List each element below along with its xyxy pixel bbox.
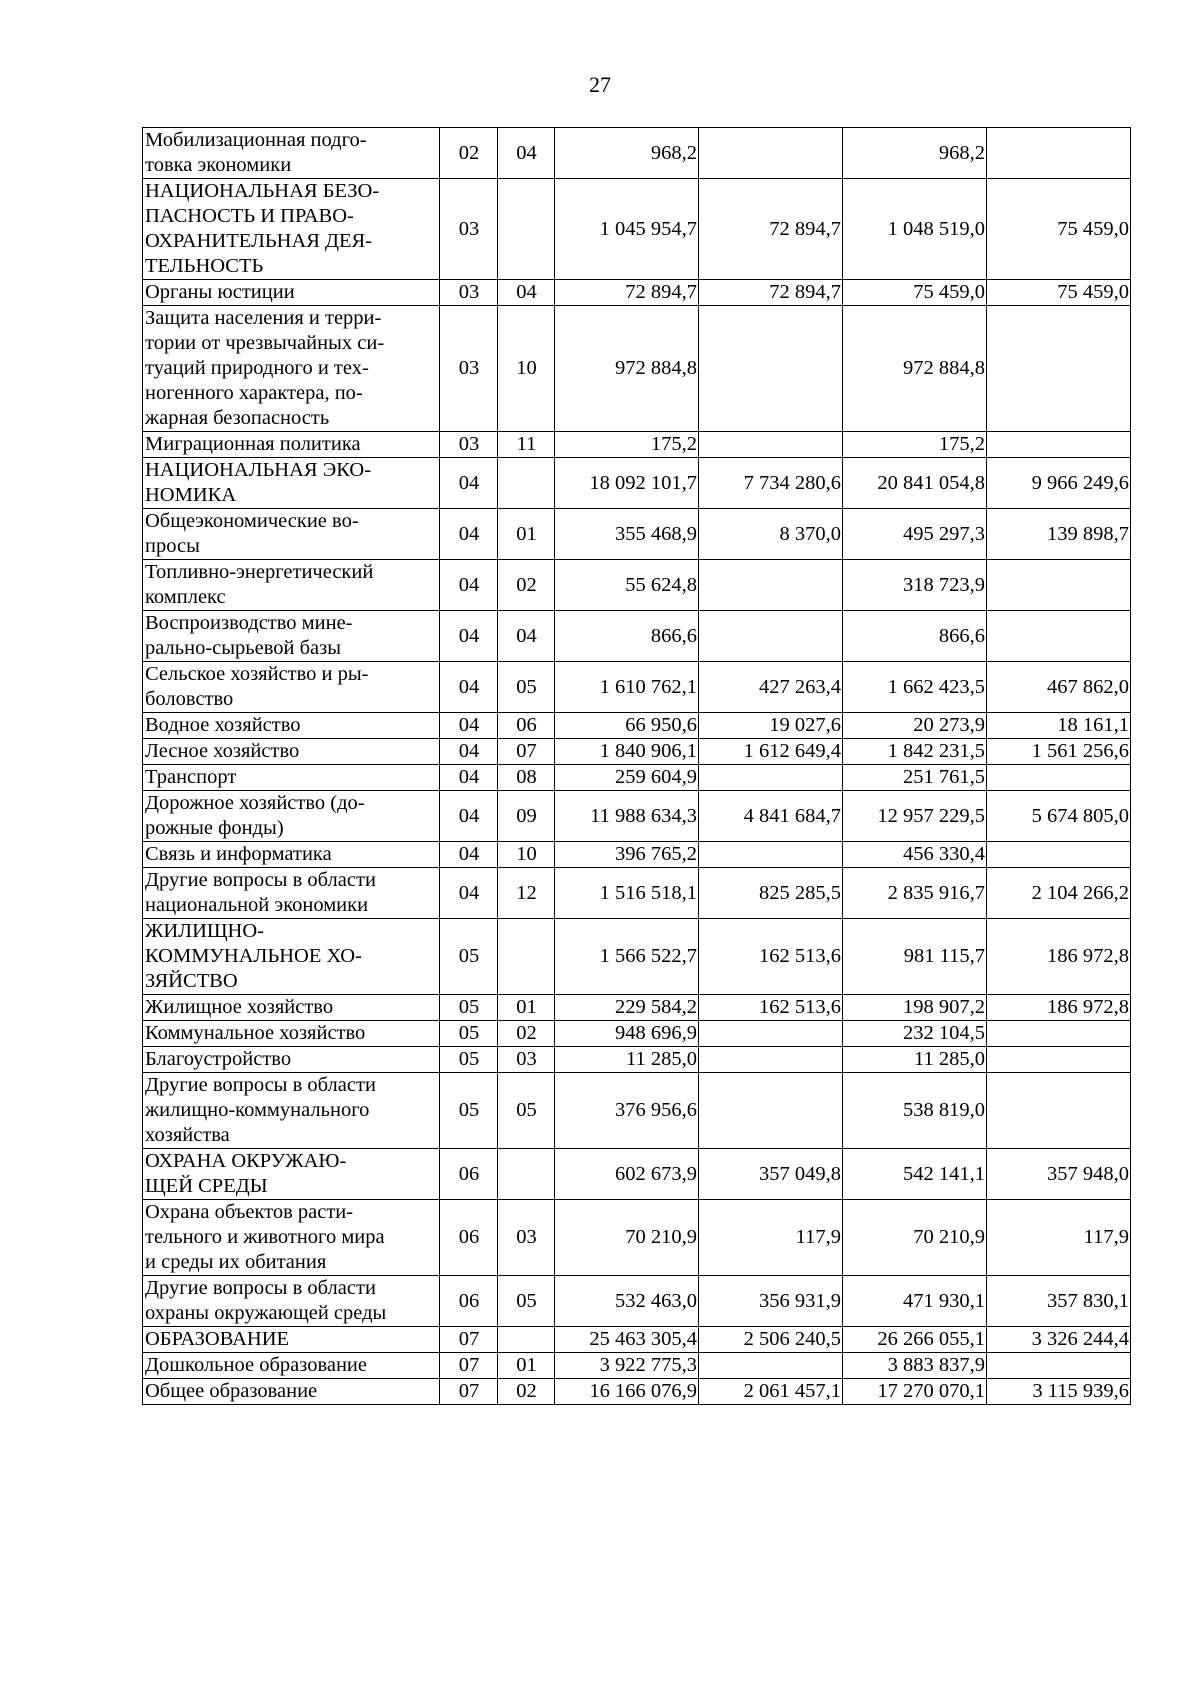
- cell-value-1: 396 765,2: [555, 842, 699, 868]
- cell-name: [143, 560, 440, 611]
- cell-name-line: Благоустройство: [145, 1048, 292, 1070]
- table-row: [143, 791, 1131, 842]
- cell-name-line: рально-сырьевой базы: [145, 637, 342, 659]
- cell-value-3: 318 723,9: [843, 560, 987, 611]
- cell-value-2: [699, 306, 843, 432]
- cell-name: [143, 179, 440, 280]
- cell-name: [143, 791, 440, 842]
- cell-value-2: 72 894,7: [699, 179, 843, 280]
- cell-subsection: 03: [498, 1047, 555, 1073]
- cell-value-1: 3 922 775,3: [555, 1353, 699, 1379]
- cell-value-1: 355 468,9: [555, 509, 699, 560]
- cell-section: 07: [440, 1379, 498, 1405]
- page-number: 27: [589, 72, 611, 97]
- cell-value-3: 542 141,1: [843, 1149, 987, 1200]
- cell-section: 05: [440, 919, 498, 995]
- cell-value-1: 948 696,9: [555, 1021, 699, 1047]
- cell-subsection: 04: [498, 280, 555, 306]
- cell-name-line: товка экономики: [145, 154, 292, 176]
- cell-name: [143, 509, 440, 560]
- cell-value-1: 25 463 305,4: [555, 1327, 699, 1353]
- cell-value-4: [987, 842, 1131, 868]
- cell-value-2: 162 513,6: [699, 995, 843, 1021]
- table-row: [143, 868, 1131, 919]
- cell-value-2: 4 841 684,7: [699, 791, 843, 842]
- cell-name: [143, 868, 440, 919]
- cell-section: 06: [440, 1149, 498, 1200]
- cell-value-1: 1 516 518,1: [555, 868, 699, 919]
- cell-value-2: 2 061 457,1: [699, 1379, 843, 1405]
- cell-value-1: 1 045 954,7: [555, 179, 699, 280]
- cell-section: 04: [440, 791, 498, 842]
- table-row: [143, 995, 1131, 1021]
- cell-value-2: 2 506 240,5: [699, 1327, 843, 1353]
- cell-value-1: 972 884,8: [555, 306, 699, 432]
- cell-name-line: Сельское хозяйство и ры-: [145, 663, 369, 685]
- cell-value-4: [987, 432, 1131, 458]
- cell-subsection: 03: [498, 1200, 555, 1276]
- cell-value-2: 825 285,5: [699, 868, 843, 919]
- cell-value-4: 139 898,7: [987, 509, 1131, 560]
- cell-name-line: ногенного характера, по-: [145, 382, 363, 404]
- cell-value-3: 1 842 231,5: [843, 739, 987, 765]
- cell-name-line: охраны окружающей среды: [145, 1302, 387, 1324]
- cell-name-line: Дошкольное образование: [145, 1354, 367, 1376]
- cell-value-4: [987, 1073, 1131, 1149]
- cell-name-line: и среды их обитания: [145, 1251, 327, 1273]
- cell-value-1: 175,2: [555, 432, 699, 458]
- cell-subsection: 02: [498, 1379, 555, 1405]
- cell-section: 04: [440, 662, 498, 713]
- cell-name-line: ТЕЛЬНОСТЬ: [145, 255, 264, 277]
- cell-value-2: 72 894,7: [699, 280, 843, 306]
- cell-subsection: [498, 179, 555, 280]
- cell-subsection: 02: [498, 560, 555, 611]
- cell-section: 05: [440, 1021, 498, 1047]
- cell-name-line: Коммунальное хозяйство: [145, 1022, 366, 1044]
- table-row: [143, 458, 1131, 509]
- cell-subsection: 01: [498, 1353, 555, 1379]
- cell-value-3: 981 115,7: [843, 919, 987, 995]
- cell-name-line: боловство: [145, 688, 234, 710]
- cell-value-3: 251 761,5: [843, 765, 987, 791]
- cell-value-2: [699, 560, 843, 611]
- cell-name-line: Водное хозяйство: [145, 714, 301, 736]
- cell-subsection: 11: [498, 432, 555, 458]
- cell-name-line: Миграционная политика: [145, 433, 361, 455]
- cell-value-4: [987, 1047, 1131, 1073]
- cell-name-line: рожные фонды): [145, 817, 284, 839]
- cell-name: [143, 919, 440, 995]
- cell-value-3: 495 297,3: [843, 509, 987, 560]
- cell-value-1: 1 566 522,7: [555, 919, 699, 995]
- cell-name: [143, 458, 440, 509]
- cell-value-2: 162 513,6: [699, 919, 843, 995]
- cell-name-line: комплекс: [145, 586, 226, 608]
- cell-name: [143, 128, 440, 179]
- cell-value-2: 357 049,8: [699, 1149, 843, 1200]
- cell-section: 04: [440, 868, 498, 919]
- cell-name-line: национальной экономики: [145, 894, 369, 916]
- table-row: [143, 280, 1131, 306]
- cell-value-1: 532 463,0: [555, 1276, 699, 1327]
- cell-value-1: 70 210,9: [555, 1200, 699, 1276]
- cell-value-4: [987, 560, 1131, 611]
- cell-name-line: ЖИЛИЩНО-: [145, 920, 264, 942]
- cell-value-3: 866,6: [843, 611, 987, 662]
- cell-value-1: 866,6: [555, 611, 699, 662]
- cell-value-4: [987, 128, 1131, 179]
- table-row: [143, 1021, 1131, 1047]
- table-row: [143, 1200, 1131, 1276]
- cell-value-1: 259 604,9: [555, 765, 699, 791]
- cell-section: 03: [440, 306, 498, 432]
- cell-value-1: 229 584,2: [555, 995, 699, 1021]
- cell-name-line: жилищно-коммунального: [145, 1099, 370, 1121]
- cell-value-4: [987, 1021, 1131, 1047]
- cell-name: [143, 739, 440, 765]
- cell-value-4: 3 115 939,6: [987, 1379, 1131, 1405]
- cell-value-3: 26 266 055,1: [843, 1327, 987, 1353]
- cell-name: [143, 1353, 440, 1379]
- cell-section: 03: [440, 179, 498, 280]
- cell-subsection: 10: [498, 842, 555, 868]
- cell-value-4: 75 459,0: [987, 179, 1131, 280]
- table-row: [143, 713, 1131, 739]
- table-row: [143, 1353, 1131, 1379]
- cell-section: 04: [440, 842, 498, 868]
- cell-name: [143, 1200, 440, 1276]
- cell-subsection: 05: [498, 662, 555, 713]
- cell-value-3: 456 330,4: [843, 842, 987, 868]
- cell-section: 04: [440, 713, 498, 739]
- cell-value-2: [699, 128, 843, 179]
- cell-name-line: Общеэкономические во-: [145, 510, 359, 532]
- cell-subsection: 07: [498, 739, 555, 765]
- cell-value-4: [987, 611, 1131, 662]
- cell-value-3: 11 285,0: [843, 1047, 987, 1073]
- cell-value-3: 12 957 229,5: [843, 791, 987, 842]
- cell-section: 05: [440, 1073, 498, 1149]
- cell-subsection: 06: [498, 713, 555, 739]
- cell-name-line: Другие вопросы в области: [145, 869, 376, 891]
- cell-value-3: 17 270 070,1: [843, 1379, 987, 1405]
- cell-value-2: [699, 611, 843, 662]
- cell-subsection: [498, 458, 555, 509]
- cell-value-4: 9 966 249,6: [987, 458, 1131, 509]
- cell-value-3: 1 662 423,5: [843, 662, 987, 713]
- cell-subsection: [498, 919, 555, 995]
- cell-section: 07: [440, 1353, 498, 1379]
- cell-subsection: 10: [498, 306, 555, 432]
- cell-name: [143, 1021, 440, 1047]
- cell-name-line: туаций природного и тех-: [145, 357, 369, 379]
- cell-name: [143, 662, 440, 713]
- cell-name-line: ОБРАЗОВАНИЕ: [145, 1328, 290, 1350]
- cell-name-line: ПАСНОСТЬ И ПРАВО-: [145, 205, 354, 227]
- cell-value-4: [987, 1353, 1131, 1379]
- cell-name-line: Общее образование: [145, 1380, 318, 1402]
- table-row: [143, 919, 1131, 995]
- cell-value-3: 198 907,2: [843, 995, 987, 1021]
- cell-name-line: НОМИКА: [145, 484, 237, 506]
- cell-name-line: Связь и информатика: [145, 843, 332, 865]
- cell-section: 05: [440, 995, 498, 1021]
- cell-name-line: Воспроизводство мине-: [145, 612, 353, 634]
- cell-value-1: 11 988 634,3: [555, 791, 699, 842]
- cell-subsection: 01: [498, 509, 555, 560]
- cell-value-2: [699, 1073, 843, 1149]
- cell-name-line: хозяйства: [145, 1124, 230, 1146]
- cell-subsection: [498, 1327, 555, 1353]
- cell-value-3: 972 884,8: [843, 306, 987, 432]
- cell-subsection: 01: [498, 995, 555, 1021]
- cell-name: [143, 995, 440, 1021]
- cell-name: [143, 1073, 440, 1149]
- cell-name-line: Дорожное хозяйство (до-: [145, 792, 365, 814]
- cell-value-4: 75 459,0: [987, 280, 1131, 306]
- table-row: [143, 739, 1131, 765]
- cell-section: 05: [440, 1047, 498, 1073]
- cell-name-line: Другие вопросы в области: [145, 1277, 376, 1299]
- cell-name-line: Другие вопросы в области: [145, 1074, 376, 1096]
- cell-name-line: ЗЯЙСТВО: [145, 970, 238, 992]
- table-row: [143, 1047, 1131, 1073]
- cell-subsection: 04: [498, 128, 555, 179]
- cell-name: [143, 713, 440, 739]
- table-row: [143, 306, 1131, 432]
- cell-value-4: 3 326 244,4: [987, 1327, 1131, 1353]
- cell-name-line: Жилищное хозяйство: [145, 996, 334, 1018]
- cell-value-4: 1 561 256,6: [987, 739, 1131, 765]
- cell-value-3: 75 459,0: [843, 280, 987, 306]
- cell-value-1: 11 285,0: [555, 1047, 699, 1073]
- budget-table-body: [143, 128, 1131, 1405]
- cell-name: [143, 842, 440, 868]
- cell-name-line: НАЦИОНАЛЬНАЯ БЕЗО-: [145, 180, 380, 202]
- cell-value-1: 968,2: [555, 128, 699, 179]
- cell-value-1: 1 840 906,1: [555, 739, 699, 765]
- cell-name: [143, 611, 440, 662]
- table-row: [143, 1327, 1131, 1353]
- cell-value-4: 467 862,0: [987, 662, 1131, 713]
- cell-value-2: 7 734 280,6: [699, 458, 843, 509]
- cell-name-line: КОММУНАЛЬНОЕ ХО-: [145, 945, 362, 967]
- cell-section: 03: [440, 280, 498, 306]
- table-row: [143, 1073, 1131, 1149]
- cell-name-line: Защита населения и терри-: [145, 307, 382, 329]
- cell-value-4: 18 161,1: [987, 713, 1131, 739]
- cell-value-4: [987, 765, 1131, 791]
- cell-name-line: Охрана объектов расти-: [145, 1201, 354, 1223]
- cell-section: 03: [440, 432, 498, 458]
- cell-name-line: ОХРАНА ОКРУЖАЮ-: [145, 1150, 347, 1172]
- cell-value-3: 2 835 916,7: [843, 868, 987, 919]
- cell-section: 04: [440, 611, 498, 662]
- cell-value-1: 72 894,7: [555, 280, 699, 306]
- cell-name: [143, 280, 440, 306]
- table-row: [143, 509, 1131, 560]
- cell-name: [143, 306, 440, 432]
- cell-value-4: [987, 306, 1131, 432]
- cell-name-line: жарная безопасность: [145, 407, 330, 429]
- cell-value-2: 356 931,9: [699, 1276, 843, 1327]
- table-row: [143, 1149, 1131, 1200]
- cell-value-3: 175,2: [843, 432, 987, 458]
- table-row: [143, 662, 1131, 713]
- cell-name-line: тельного и животного мира: [145, 1226, 385, 1248]
- cell-section: 02: [440, 128, 498, 179]
- cell-name-line: тории от чрезвычайных си-: [145, 332, 385, 354]
- cell-name: [143, 1276, 440, 1327]
- cell-subsection: [498, 1149, 555, 1200]
- cell-value-4: 357 830,1: [987, 1276, 1131, 1327]
- cell-value-4: 357 948,0: [987, 1149, 1131, 1200]
- cell-section: 06: [440, 1276, 498, 1327]
- cell-value-2: [699, 432, 843, 458]
- cell-value-1: 16 166 076,9: [555, 1379, 699, 1405]
- cell-name-line: Мобилизационная подго-: [145, 129, 367, 151]
- table-row: [143, 1276, 1131, 1327]
- cell-name: [143, 1327, 440, 1353]
- cell-subsection: 09: [498, 791, 555, 842]
- cell-value-3: 20 273,9: [843, 713, 987, 739]
- cell-name: [143, 432, 440, 458]
- cell-subsection: 04: [498, 611, 555, 662]
- cell-value-3: 232 104,5: [843, 1021, 987, 1047]
- table-row: [143, 1379, 1131, 1405]
- cell-name: [143, 1047, 440, 1073]
- cell-name-line: Транспорт: [145, 766, 237, 788]
- cell-name-line: Топливно-энергетический: [145, 561, 374, 583]
- cell-value-4: 5 674 805,0: [987, 791, 1131, 842]
- cell-name-line: ОХРАНИТЕЛЬНАЯ ДЕЯ-: [145, 230, 373, 252]
- cell-subsection: 05: [498, 1073, 555, 1149]
- cell-value-1: 66 950,6: [555, 713, 699, 739]
- table-row: [143, 560, 1131, 611]
- cell-value-1: 602 673,9: [555, 1149, 699, 1200]
- cell-value-2: [699, 1021, 843, 1047]
- cell-section: 04: [440, 765, 498, 791]
- budget-table: [142, 127, 1131, 1405]
- cell-name-line: просы: [145, 535, 200, 557]
- cell-value-3: 3 883 837,9: [843, 1353, 987, 1379]
- cell-value-2: 117,9: [699, 1200, 843, 1276]
- cell-name: [143, 765, 440, 791]
- cell-subsection: 08: [498, 765, 555, 791]
- cell-value-3: 968,2: [843, 128, 987, 179]
- cell-subsection: 02: [498, 1021, 555, 1047]
- cell-value-2: 19 027,6: [699, 713, 843, 739]
- cell-value-2: 1 612 649,4: [699, 739, 843, 765]
- cell-value-4: 186 972,8: [987, 919, 1131, 995]
- cell-value-2: [699, 765, 843, 791]
- table-row: [143, 179, 1131, 280]
- cell-name-line: Органы юстиции: [145, 281, 295, 303]
- table-row: [143, 128, 1131, 179]
- cell-section: 06: [440, 1200, 498, 1276]
- table-row: [143, 842, 1131, 868]
- cell-value-3: 471 930,1: [843, 1276, 987, 1327]
- cell-section: 04: [440, 509, 498, 560]
- table-row: [143, 432, 1131, 458]
- cell-value-4: 117,9: [987, 1200, 1131, 1276]
- cell-value-2: 427 263,4: [699, 662, 843, 713]
- cell-value-3: 70 210,9: [843, 1200, 987, 1276]
- cell-value-2: 8 370,0: [699, 509, 843, 560]
- cell-subsection: 05: [498, 1276, 555, 1327]
- cell-value-1: 376 956,6: [555, 1073, 699, 1149]
- cell-name: [143, 1379, 440, 1405]
- cell-value-1: 18 092 101,7: [555, 458, 699, 509]
- cell-value-2: [699, 1353, 843, 1379]
- table-row: [143, 765, 1131, 791]
- cell-subsection: 12: [498, 868, 555, 919]
- cell-value-2: [699, 842, 843, 868]
- cell-name-line: ЩЕЙ СРЕДЫ: [145, 1175, 268, 1197]
- table-row: [143, 611, 1131, 662]
- cell-value-4: 2 104 266,2: [987, 868, 1131, 919]
- cell-value-3: 20 841 054,8: [843, 458, 987, 509]
- cell-value-3: 1 048 519,0: [843, 179, 987, 280]
- cell-section: 04: [440, 560, 498, 611]
- cell-value-1: 1 610 762,1: [555, 662, 699, 713]
- cell-name-line: Лесное хозяйство: [145, 740, 300, 762]
- cell-section: 04: [440, 458, 498, 509]
- cell-section: 04: [440, 739, 498, 765]
- cell-value-1: 55 624,8: [555, 560, 699, 611]
- cell-value-2: [699, 1047, 843, 1073]
- cell-name: [143, 1149, 440, 1200]
- cell-section: 07: [440, 1327, 498, 1353]
- cell-name-line: НАЦИОНАЛЬНАЯ ЭКО-: [145, 459, 372, 481]
- cell-value-4: 186 972,8: [987, 995, 1131, 1021]
- cell-value-3: 538 819,0: [843, 1073, 987, 1149]
